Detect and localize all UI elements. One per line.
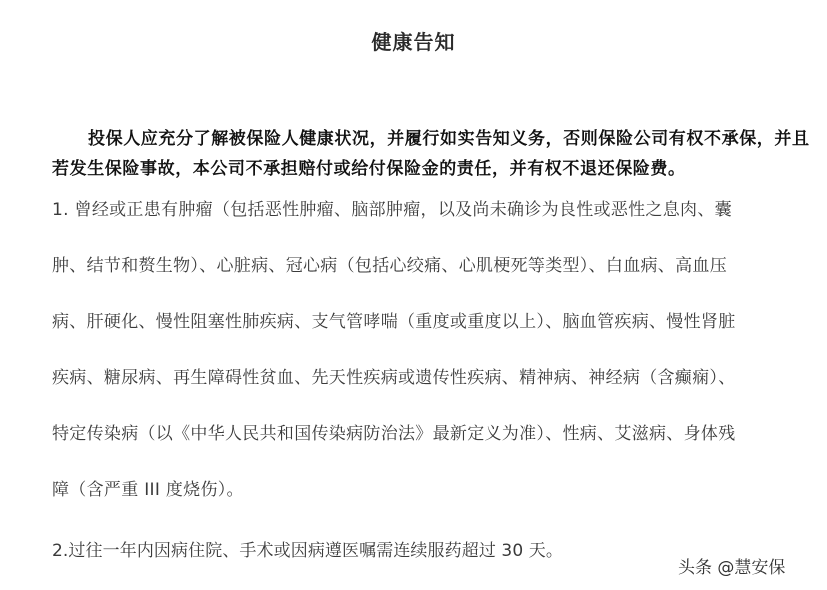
- intro-paragraph: 投保人应充分了解被保险人健康状况，并履行如实告知义务，否则保险公司有权不承保，并且若发生保险事故，本公司不承担赔付或给付保险金的责任，并有权不退还保险费。: [52, 129, 810, 179]
- health-item-1-line: 特定传染病（以《中华人民共和国传染病防治法》最新定义为准）、性病、艾滋病、身体残: [52, 424, 736, 444]
- document-title: 健康告知: [371, 30, 456, 54]
- health-item-1-line: 1. 曾经或正患有肿瘤（包括恶性肿瘤、脑部肿瘤，以及尚未确诊为良性或恶性之息肉、囊: [52, 200, 732, 220]
- health-item-1-line: 肿、结节和赘生物）、心脏病、冠心病（包括心绞痛、心肌梗死等类型）、白血病、高血压: [52, 256, 727, 276]
- health-item-1-line: 障（含严重 III 度烧伤）。: [52, 480, 244, 500]
- health-item-1: [52, 195, 810, 531]
- health-item-1-line: 病、肝硬化、慢性阻塞性肺疾病、支气管哮喘（重度或重度以上）、脑血管疾病、慢性肾脏: [52, 312, 736, 332]
- health-item-2: 2.过往一年内因病住院、手术或因病遵医嘱需连续服药超过 30 天。: [52, 541, 563, 561]
- health-item-1-line: 疾病、糖尿病、再生障碍性贫血、先天性疾病或遗传性疾病、精神病、神经病（含癫痫）、: [52, 368, 736, 388]
- watermark: 头条 @慧安保: [678, 558, 786, 578]
